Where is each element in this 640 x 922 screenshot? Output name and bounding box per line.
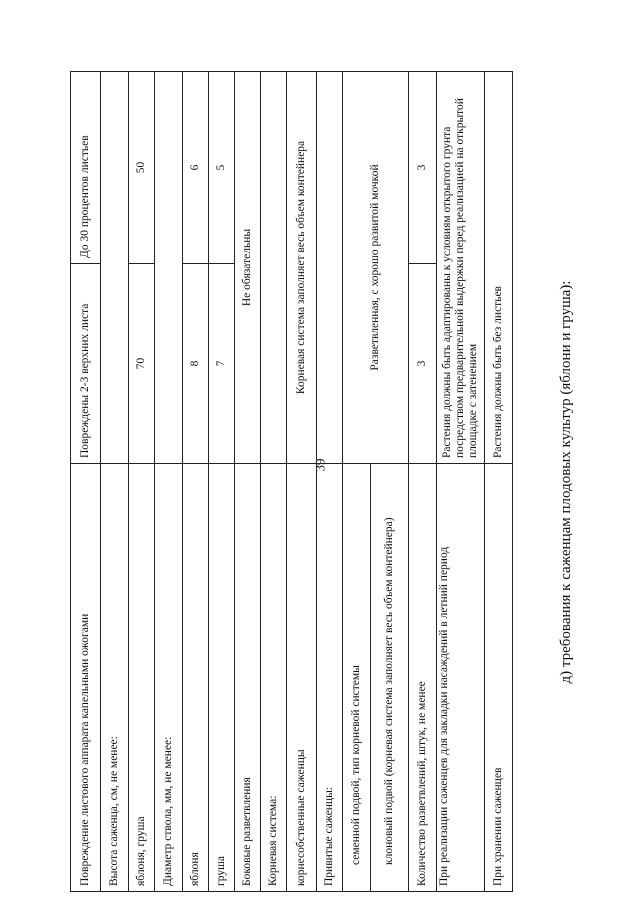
table-row (71, 72, 101, 892)
row-label: Корневая система: (261, 464, 287, 892)
table-row (409, 72, 437, 892)
row-label: груша (209, 464, 235, 892)
table-row (287, 72, 317, 892)
table-row (343, 72, 371, 892)
table-cell: Растения должны быть адаптированы к условиям открытого грунта посредством предварительной выдержки перед реализацией на открытой площадке с затенением (437, 72, 485, 464)
table-cell: 8 (183, 264, 209, 464)
table-cell: 5 (209, 72, 235, 264)
table-row (235, 72, 261, 892)
row-label: Повреждение листового аппарата капельными ожогами (71, 464, 101, 892)
table-row (155, 72, 183, 892)
section-caption: д) требования к саженцам плодовых культур (яблони и груша): (558, 280, 574, 684)
table-row (101, 72, 129, 892)
table-row (437, 72, 485, 892)
row-label: яблоня, груша (129, 464, 155, 892)
table-cell: Корневая система заполняет весь объем контейнера (287, 72, 317, 464)
page-number: 39 (312, 458, 327, 472)
requirements-table (70, 71, 513, 892)
row-label: Боковые разветвления (235, 464, 261, 892)
table-cell: До 30 процентов листьев (71, 72, 101, 264)
row-label: Привитые саженцы: (317, 464, 343, 892)
table-cell: 3 (409, 72, 437, 264)
table-cell: 50 (129, 72, 155, 264)
rotated-page-content (70, 72, 622, 892)
row-label: семенной подвой, тип корневой системы (343, 464, 371, 892)
row-label: При реализации саженцев для закладки насаждений в летний период (437, 464, 485, 892)
table-cell: Не обязательны (235, 72, 261, 464)
table-row (261, 72, 287, 892)
table-row (485, 72, 513, 892)
row-label: корнесобственные саженцы (287, 464, 317, 892)
row-label: клоновый подвой (корневая система заполняет весь объем контейнера) (371, 464, 409, 892)
table-cell: Разветвленная, с хорошо развитой мочкой (343, 72, 409, 464)
row-label: Количество разветвлений, штук, не менее (409, 464, 437, 892)
row-label: Высота саженца, см, не менее: (101, 464, 129, 892)
table-row (129, 72, 155, 892)
table-cell: 70 (129, 264, 155, 464)
table-cell: Повреждены 2-3 верхних листа (71, 264, 101, 464)
table-cell: 6 (183, 72, 209, 264)
row-label: яблоня (183, 464, 209, 892)
table-cell: 7 (209, 264, 235, 464)
row-label: При хранении саженцев (485, 464, 513, 892)
table-row (209, 72, 235, 892)
table-row (317, 72, 343, 892)
table-cell: 3 (409, 264, 437, 464)
table-cell: Растения должны быть без листьев (485, 72, 513, 464)
table-row (183, 72, 209, 892)
row-label: Диаметр ствола, мм, не менее: (155, 464, 183, 892)
